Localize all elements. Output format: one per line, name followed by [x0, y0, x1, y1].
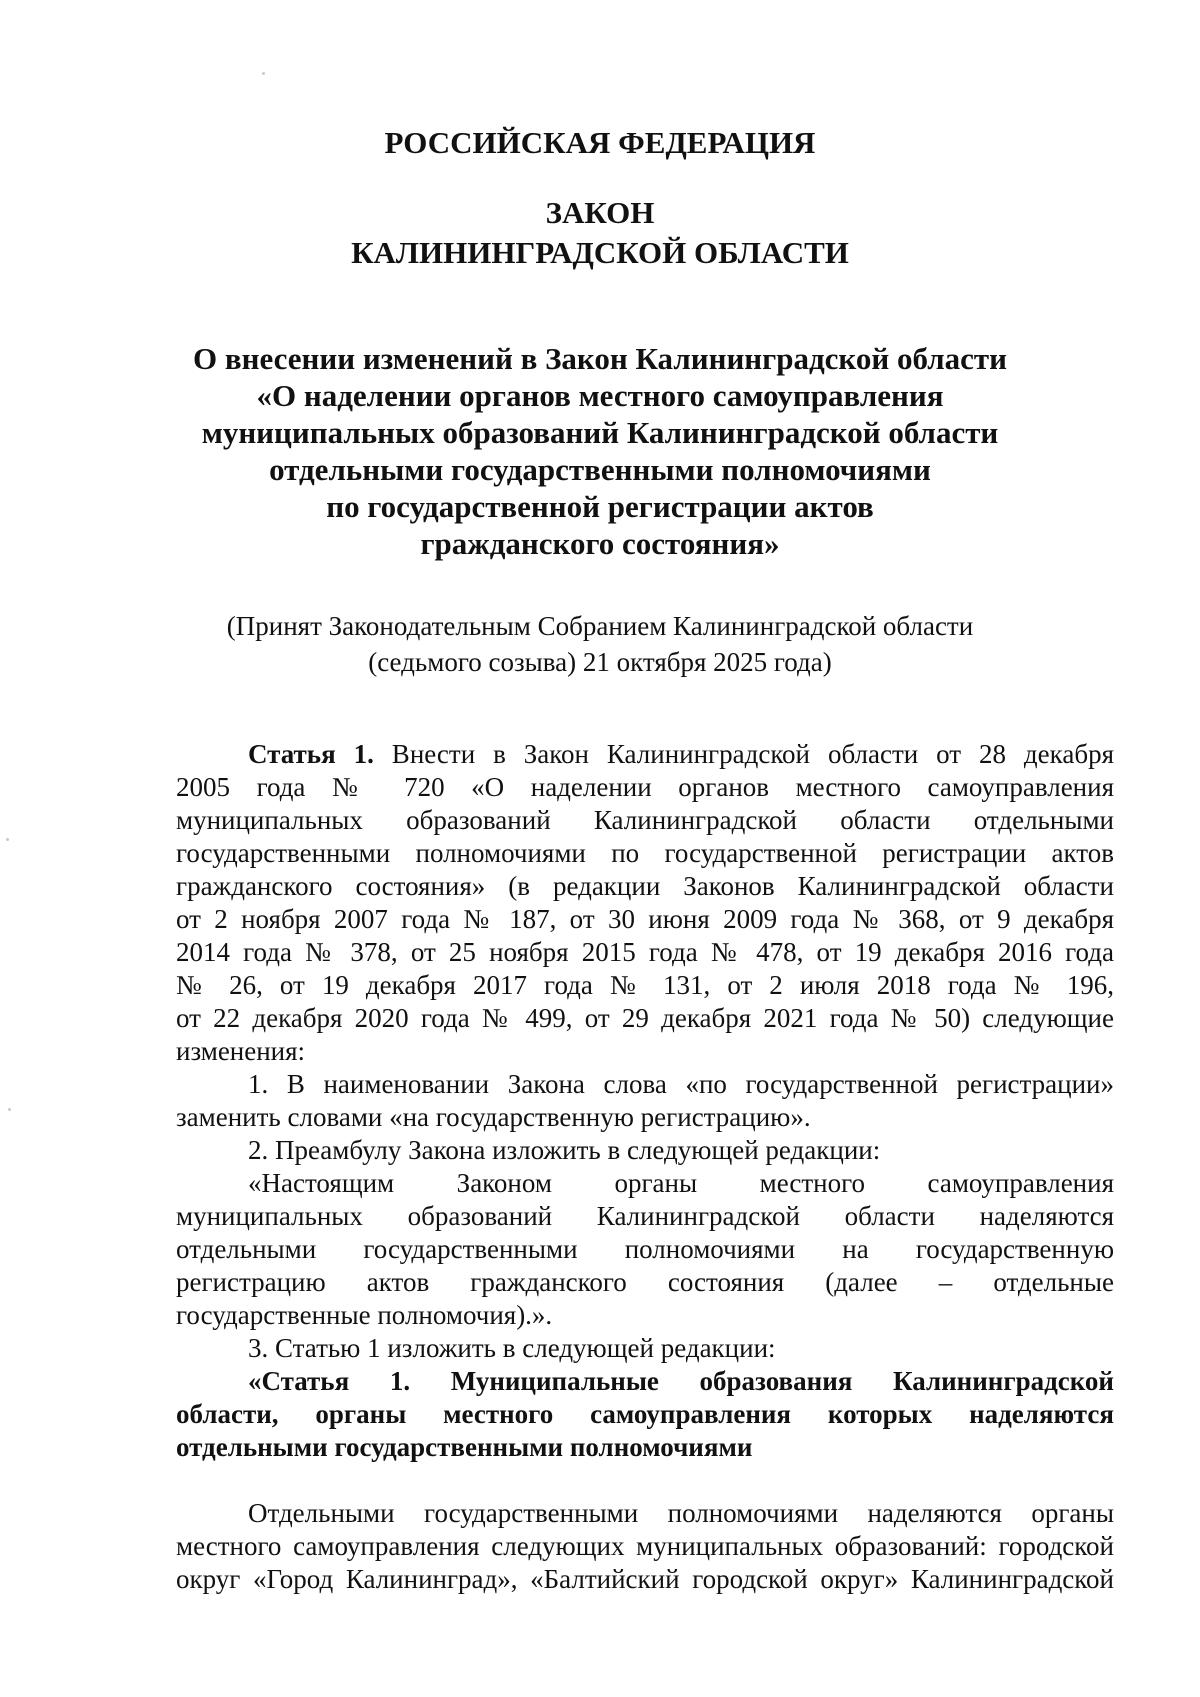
law-title-line: «О наделении органов местного самоуправления: [256, 378, 944, 413]
article-1-first-line: [248, 738, 1114, 771]
law-title-line: по государственной регистрации актов: [326, 489, 874, 524]
adoption-note-line: (Принят Законодательным Собранием Калининградской области: [226, 611, 974, 641]
article-1-line: № 26, от 19 декабря 2017 года № 131, от 2 июля 2018 года № 196,: [176, 970, 1114, 1000]
item-1-line: 1. В наименовании Закона слова «по государственной регистрации»: [248, 1069, 1114, 1099]
adoption-note-line: (седьмого созыва) 21 октября 2025 года): [368, 647, 832, 677]
item-3-line: 3. Статью 1 изложить в следующей редакции:: [248, 1333, 776, 1363]
article-1-line: 2014 года № 378, от 25 ноября 2015 года № 478, от 19 декабря 2016 года: [176, 937, 1114, 967]
article-1-line: муниципальных образований Калининградской области отдельными: [176, 805, 1114, 835]
country-heading: РОССИЙСКАЯ ФЕДЕРАЦИЯ: [384, 125, 816, 160]
new-article-heading-line: «Статья 1. Муниципальные образования Калининградской: [248, 1366, 1114, 1396]
preamble-quote-line: государственные полномочия).».: [176, 1300, 553, 1330]
law-heading: ЗАКОН: [545, 195, 655, 230]
law-title-line: гражданского состояния»: [420, 526, 780, 561]
article-1-line: государственными полномочиями по государственной регистрации актов: [176, 838, 1114, 868]
preamble-quote-line: отдельными государственными полномочиями на государственную: [176, 1234, 1114, 1264]
article-1-line: от 22 декабря 2020 года № 499, от 29 декабря 2021 года № 50) следующие: [176, 1003, 1114, 1033]
law-title-line: отдельными государственными полномочиями: [269, 452, 931, 487]
article-1-line: от 2 ноября 2007 года № 187, от 30 июня 2009 года № 368, от 9 декабря: [176, 904, 1114, 934]
article-1-line: 2005 года № 720 «О наделении органов местного самоуправления: [176, 772, 1114, 802]
law-title-line: муниципальных образований Калининградской области: [201, 415, 999, 450]
new-article-heading-line: области, органы местного самоуправления которых наделяются: [176, 1399, 1114, 1429]
adoption-note: [150, 608, 1050, 680]
scan-speck: [6, 838, 9, 841]
article-1-text: Внести в Закон Калининградской области от 28 декабря: [373, 739, 1114, 769]
preamble-quote-line: «Настоящим Законом органы местного самоуправления: [248, 1168, 1114, 1198]
new-article-body-line: Отдельными государственными полномочиями наделяются органы: [248, 1498, 1114, 1528]
preamble-quote-line: муниципальных образований Калининградской области наделяются: [176, 1201, 1114, 1231]
region-heading: КАЛИНИНГРАДСКОЙ ОБЛАСТИ: [351, 235, 849, 270]
scan-speck: [262, 72, 265, 75]
scan-speck: [8, 1108, 11, 1111]
new-article-heading-line: отдельными государственными полномочиями: [176, 1432, 753, 1462]
new-article-body-line: округ «Город Калининград», «Балтийский городской округ» Калининградской: [176, 1564, 1114, 1594]
law-title: [160, 340, 1040, 562]
article-1-line: изменения:: [176, 1036, 306, 1066]
article-1-label: Статья 1.: [248, 739, 374, 769]
item-1-line: заменить словами «на государственную регистрацию».: [176, 1102, 811, 1132]
law-title-line: О внесении изменений в Закон Калининградской области: [193, 341, 1007, 376]
new-article-body-line: местного самоуправления следующих муниципальных образований: городской: [176, 1531, 1114, 1561]
article-1-line: гражданского состояния» (в редакции Законов Калининградской области: [176, 871, 1114, 901]
preamble-quote-line: регистрацию актов гражданского состояния (далее – отдельные: [176, 1267, 1114, 1297]
item-2-line: 2. Преамбулу Закона изложить в следующей редакции:: [248, 1135, 881, 1165]
